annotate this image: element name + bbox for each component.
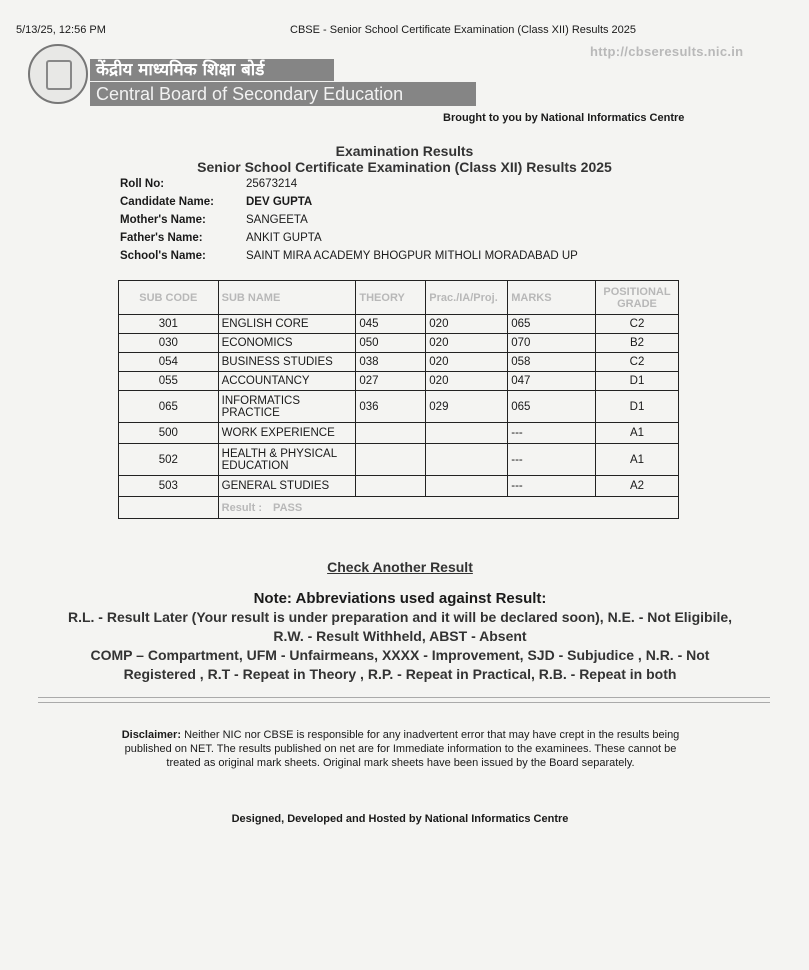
- sub-name-cell: INFORMATICS PRACTICE: [218, 391, 356, 423]
- theory-cell: 050: [356, 334, 426, 353]
- sub-code-cell: 502: [119, 444, 219, 476]
- theory-cell: 045: [356, 315, 426, 334]
- father-name-label: Father's Name:: [120, 232, 203, 244]
- father-name-value: ANKIT GUPTA: [246, 232, 322, 244]
- mother-name-label: Mother's Name:: [120, 214, 206, 226]
- prac-cell: [426, 444, 508, 476]
- prac-cell: 020: [426, 372, 508, 391]
- col-header-grade: POSITIONAL GRADE: [596, 281, 679, 315]
- cbse-emblem-icon: [28, 44, 88, 104]
- sub-code-cell: 030: [119, 334, 219, 353]
- grade-cell: D1: [596, 372, 679, 391]
- brought-by-text: Brought to you by National Informatics Centre: [443, 112, 685, 124]
- marks-cell: 047: [508, 372, 596, 391]
- designed-by-text: Designed, Developed and Hosted by National Informatics Centre: [231, 813, 569, 825]
- col-header-theory: THEORY: [356, 281, 426, 315]
- mother-name-row: [120, 214, 578, 232]
- prac-cell: [426, 423, 508, 444]
- marks-cell: 070: [508, 334, 596, 353]
- disclaimer: [118, 728, 683, 770]
- sub-name-cell: HEALTH & PHYSICAL EDUCATION: [218, 444, 356, 476]
- print-page-title: CBSE - Senior School Certificate Examination (Class XII) Results 2025: [290, 24, 637, 36]
- sub-name-cell: BUSINESS STUDIES: [218, 353, 356, 372]
- marks-table: [118, 280, 679, 519]
- abbreviations-heading: Note: Abbreviations used against Result:: [253, 590, 547, 607]
- marks-header-row: [119, 281, 679, 315]
- marks-cell: 058: [508, 353, 596, 372]
- roll-no-row: [120, 178, 578, 196]
- sub-code-cell: 500: [119, 423, 219, 444]
- result-spacer-cell: [119, 497, 219, 519]
- board-name-english: Central Board of Secondary Education: [90, 82, 476, 106]
- marks-cell: ---: [508, 423, 596, 444]
- col-header-marks: MARKS: [508, 281, 596, 315]
- grade-cell: A1: [596, 423, 679, 444]
- grade-cell: C2: [596, 315, 679, 334]
- roll-no-value: 25673214: [246, 178, 298, 190]
- table-row: [119, 315, 679, 334]
- grade-cell: A1: [596, 444, 679, 476]
- result-cell: [218, 497, 678, 519]
- grade-cell: B2: [596, 334, 679, 353]
- roll-no-label: Roll No:: [120, 178, 165, 190]
- theory-cell: [356, 444, 426, 476]
- candidate-details: [120, 178, 578, 268]
- site-url[interactable]: http://cbseresults.nic.in: [590, 44, 744, 59]
- results-subheading: Senior School Certificate Examination (Class XII) Results 2025: [197, 159, 612, 175]
- theory-cell: 036: [356, 391, 426, 423]
- prac-cell: 020: [426, 334, 508, 353]
- candidate-name-label: Candidate Name:: [120, 196, 214, 208]
- sub-code-cell: 301: [119, 315, 219, 334]
- results-heading: Examination Results: [335, 143, 474, 159]
- abbreviations-line: R.W. - Result Withheld, ABST - Absent: [273, 628, 527, 644]
- sub-name-cell: GENERAL STUDIES: [218, 476, 356, 497]
- disclaimer-label: Disclaimer:: [121, 729, 181, 741]
- candidate-name-row: [120, 196, 578, 214]
- theory-cell: [356, 423, 426, 444]
- candidate-name-value: DEV GUPTA: [246, 196, 313, 208]
- table-row: [119, 372, 679, 391]
- grade-cell: A2: [596, 476, 679, 497]
- result-value: PASS: [273, 501, 303, 514]
- disclaimer-text: Neither NIC nor CBSE is responsible for any inadvertent error that may have crept in the results being published on NET. The results published on net are for Immediate information to the examinees. These cannot be treated as original mark sheets. Original mark sheets have been issued by the Board separately.: [124, 729, 680, 769]
- col-header-sub-code: SUB CODE: [119, 281, 219, 315]
- result-label: Result :: [221, 501, 262, 514]
- sub-code-cell: 055: [119, 372, 219, 391]
- school-name-value: SAINT MIRA ACADEMY BHOGPUR MITHOLI MORADABAD UP: [246, 250, 578, 262]
- sub-name-cell: ECONOMICS: [218, 334, 356, 353]
- divider: [38, 697, 770, 698]
- school-name-label: School's Name:: [120, 250, 206, 262]
- marks-cell: 065: [508, 391, 596, 423]
- sub-name-cell: WORK EXPERIENCE: [218, 423, 356, 444]
- marks-cell: ---: [508, 444, 596, 476]
- theory-cell: 027: [356, 372, 426, 391]
- table-row: [119, 334, 679, 353]
- col-header-sub-name: SUB NAME: [218, 281, 356, 315]
- school-name-row: [120, 250, 578, 268]
- sub-code-cell: 503: [119, 476, 219, 497]
- table-row: [119, 476, 679, 497]
- prac-cell: 029: [426, 391, 508, 423]
- grade-cell: D1: [596, 391, 679, 423]
- sub-code-cell: 065: [119, 391, 219, 423]
- col-header-prac: Prac./IA/Proj.: [426, 281, 508, 315]
- board-name-hindi: केंद्रीय माध्यमिक शिक्षा बोर्ड: [90, 59, 334, 81]
- table-row: [119, 423, 679, 444]
- table-row: [119, 444, 679, 476]
- check-another-result-link[interactable]: Check Another Result: [327, 559, 473, 575]
- abbreviations-line: COMP – Compartment, UFM - Unfairmeans, XXXX - Improvement, SJD - Subjudice , N.R. - Not: [90, 647, 710, 663]
- marks-cell: 065: [508, 315, 596, 334]
- table-row: [119, 353, 679, 372]
- theory-cell: [356, 476, 426, 497]
- prac-cell: 020: [426, 315, 508, 334]
- print-datetime: 5/13/25, 12:56 PM: [16, 24, 106, 36]
- abbreviations-line: R.L. - Result Later (Your result is under preparation and it will be declared soon), N.E. - Not Eligibile,: [67, 609, 733, 625]
- mother-name-value: SANGEETA: [246, 214, 308, 226]
- theory-cell: 038: [356, 353, 426, 372]
- table-row: [119, 391, 679, 423]
- divider: [38, 702, 770, 703]
- prac-cell: [426, 476, 508, 497]
- father-name-row: [120, 232, 578, 250]
- sub-name-cell: ACCOUNTANCY: [218, 372, 356, 391]
- sub-name-cell: ENGLISH CORE: [218, 315, 356, 334]
- marks-cell: ---: [508, 476, 596, 497]
- abbreviations-line: Registered , R.T - Repeat in Theory , R.P. - Repeat in Practical, R.B. - Repeat in both: [123, 666, 677, 682]
- result-row: [119, 497, 679, 519]
- prac-cell: 020: [426, 353, 508, 372]
- sub-code-cell: 054: [119, 353, 219, 372]
- grade-cell: C2: [596, 353, 679, 372]
